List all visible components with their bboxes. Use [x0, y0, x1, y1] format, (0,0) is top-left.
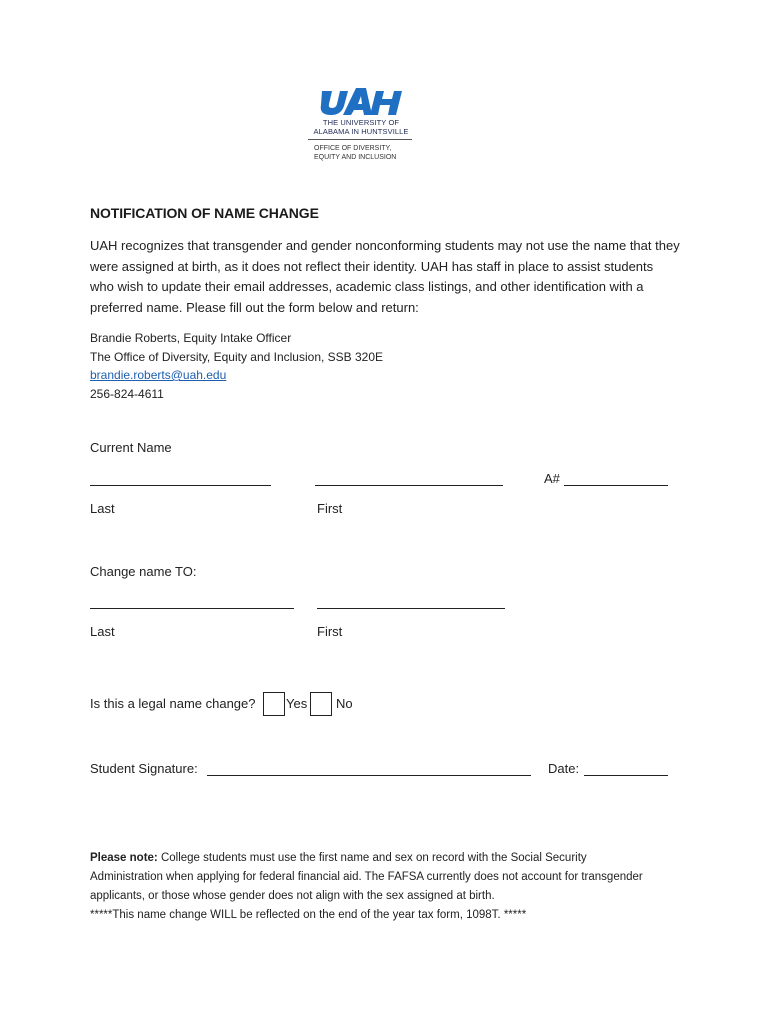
intro-paragraph: UAH recognizes that transgender and gender nonconforming students may not use the name that they were assigned at birth, as it does not reflect their identity. UAH has staff in place to assist students who wish to update their email addresses, academic class listings, and other identification with a preferred name. Please fill out the form below and return: — [90, 238, 680, 315]
signature-field[interactable] — [207, 775, 531, 776]
date-label: Date: — [548, 761, 580, 776]
yes-checkbox[interactable] — [263, 692, 285, 716]
contact-email-link[interactable]: brandie.roberts@uah.edu — [90, 368, 227, 382]
logo-office-line2: EQUITY AND INCLUSION — [314, 154, 397, 161]
current-first-name-field[interactable] — [315, 485, 503, 486]
logo-divider — [308, 139, 412, 140]
logo-campus-line: ALABAMA IN HUNTSVILLE — [313, 127, 409, 136]
logo-office-line1: OFFICE OF DIVERSITY, — [314, 145, 392, 152]
contact-phone: 256-824-4611 — [90, 386, 164, 401]
new-last-name-field[interactable] — [90, 608, 294, 609]
legal-change-question: Is this a legal name change? — [90, 696, 256, 711]
date-field[interactable] — [584, 775, 668, 776]
please-note-block — [90, 849, 650, 925]
new-last-label: Last — [90, 624, 115, 639]
current-last-name-field[interactable] — [90, 485, 271, 486]
new-first-label: First — [317, 624, 343, 639]
uah-logo-mark — [318, 88, 404, 116]
contact-name: Brandie Roberts, Equity Intake Officer — [90, 331, 292, 345]
contact-block — [90, 329, 383, 403]
signature-label: Student Signature: — [90, 761, 198, 776]
current-first-label: First — [317, 501, 343, 516]
note-footer: *****This name change WILL be reflected on the end of the year tax form, 1098T. ***** — [90, 909, 527, 921]
note-text: College students must use the first name and sex on record with the Social Security Administration when applying for federal financial aid. The FAFSA currently does not account for transgender applicants, or those whose gender does not align with the sex assigned at birth. — [90, 852, 643, 902]
a-number-label: A# — [544, 471, 560, 486]
current-last-label: Last — [90, 501, 115, 516]
no-checkbox[interactable] — [310, 692, 332, 716]
logo-university-line: THE UNIVERSITY OF — [322, 118, 400, 127]
note-heading: Please note: — [90, 852, 158, 864]
new-first-name-field[interactable] — [317, 608, 505, 609]
uah-logo — [306, 88, 416, 172]
contact-office: The Office of Diversity, Equity and Inclusion, SSB 320E — [90, 349, 384, 364]
no-label: No — [336, 696, 353, 711]
yes-label: Yes — [286, 696, 308, 711]
a-number-field[interactable] — [564, 485, 668, 486]
current-name-heading: Current Name — [90, 440, 172, 455]
change-name-heading: Change name TO: — [90, 564, 197, 579]
page-title: NOTIFICATION OF NAME CHANGE — [90, 205, 319, 221]
